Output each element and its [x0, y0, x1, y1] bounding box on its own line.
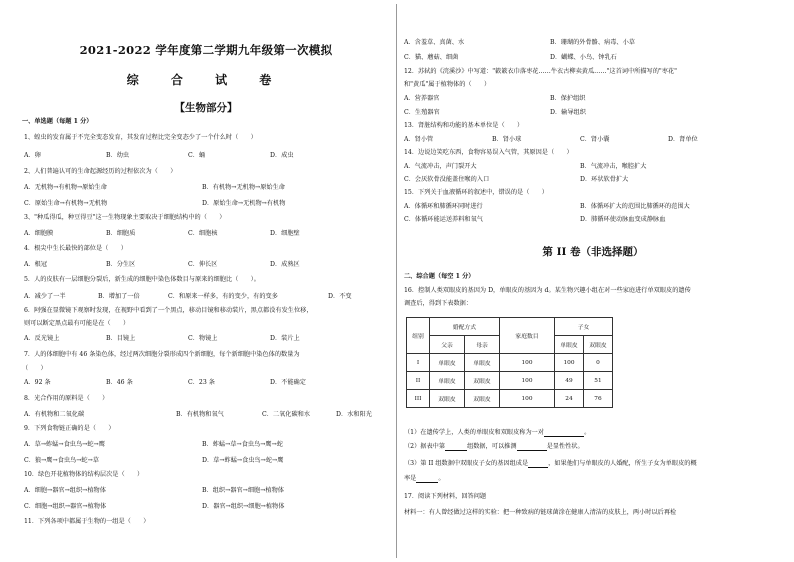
question-17: 17．阅读下列材料，回答问题 [404, 493, 487, 500]
cell-father: 双眼皮 [430, 390, 465, 408]
q4-option-d: D．成熟区 [270, 261, 300, 268]
cell-families: 100 [500, 372, 555, 390]
q1-option-d: D．成虫 [270, 152, 294, 159]
q6-option-a: A．反光镜上 [24, 335, 60, 342]
q5-option-c: C．和原来一样多，有的变少，有的变多 [168, 293, 278, 300]
q8-option-a: A．有机物和二氧化碳 [24, 411, 85, 418]
q16-sub3-text-a: （3）第 II 组数据中双眼皮子女的基因组成是 [404, 460, 529, 467]
q10-option-d: D．器官→组织→细胞→植物体 [202, 503, 285, 510]
q9-option-d: D．草→蚱蜢→食虫鸟→蛇→鹰 [202, 457, 284, 464]
q3-option-b: B．细胞质 [106, 230, 136, 237]
question-8: 8．光合作用的原料是（ ） [24, 395, 109, 402]
th-mating: 婚配方式 [430, 318, 500, 336]
question-15: 15．下列关于血液循环的叙述中，错误的是（ ） [404, 189, 548, 196]
q16-sub3 [404, 459, 697, 468]
q16-sub2-text-b: 组数据，可以推测 [467, 443, 517, 450]
q3-option-d: D．细胞壁 [270, 230, 300, 237]
q6-option-d: D．装片上 [270, 335, 300, 342]
q15-option-a: A．体循环和肺循环同时进行 [404, 203, 483, 210]
question-7-paren: （ ） [22, 365, 47, 372]
cell-father: 单眼皮 [430, 354, 465, 372]
exam-subtitle: 综 合 试 卷 [126, 73, 286, 87]
question-14: 14．边说边笑吃东西，食物容易误入气管，其原因是（ ） [404, 149, 573, 156]
q8-option-d: D．水和阳光 [336, 411, 372, 418]
question-6-line2: 则可以断定黑点最有可能是在（ ） [24, 320, 130, 327]
question-7: 7．人的体细胞中有 46 条染色体，经过两次细胞分裂形成四个新细胞，每个新细胞中染色体的数量为 [24, 351, 300, 358]
table-row [407, 354, 613, 372]
q11-option-d: D．蝴蝶、小鸟、钟乳石 [550, 54, 617, 61]
th-single: 单眼皮 [555, 336, 584, 354]
q4-option-c: C．伸长区 [188, 261, 218, 268]
q10-option-c: C．细胞→组织→器官→植物体 [24, 503, 107, 510]
question-4: 4．根尖中生长最快的部位是（ ） [24, 245, 127, 252]
q7-option-d: D．不能确定 [270, 379, 306, 386]
q10-option-b: B．组织→器官→细胞→植物体 [202, 487, 284, 494]
question-10: 10．绿色开花植物体的结构层次是（ ） [24, 471, 144, 478]
q9-option-c: C．狼→鹰→食虫鸟→蛇→草 [24, 457, 99, 464]
answer-blank[interactable] [416, 482, 438, 483]
q5-option-b: B．增加了一倍 [98, 293, 140, 300]
q13-option-a: A．肾小管 [404, 136, 434, 143]
q16-sub3-text-b: ，如果他们与单眼皮的人婚配，所生子女为单眼皮的概 [548, 460, 697, 467]
question-3: 3、"种瓜得瓜，种豆得豆"这一生物现象主要取决于细胞结构中的（ ） [24, 214, 226, 221]
question-16-line2: 调查后，得到下表数据： [404, 300, 473, 307]
q16-sub1-end: 。 [584, 429, 591, 436]
q16-sub2 [404, 442, 584, 451]
q16-sub3-cont [404, 474, 445, 483]
q13-option-c: C．肾小囊 [580, 136, 610, 143]
th-double: 双眼皮 [584, 336, 613, 354]
q11-option-c: C．猫、蘑菇、细菌 [404, 54, 459, 61]
th-father: 父亲 [430, 336, 465, 354]
q2-option-a: A．无机物→有机物→原始生命 [24, 184, 107, 191]
q5-option-d: D．不变 [328, 293, 352, 300]
th-families: 家庭数目 [500, 318, 555, 354]
q6-option-c: C．物镜上 [188, 335, 218, 342]
q1-option-c: C．蛹 [188, 152, 206, 159]
answer-blank[interactable] [445, 450, 467, 451]
q15-option-d: D．肺循环使动脉血变成静脉血 [580, 216, 666, 223]
q14-option-c: C．会厌软骨没能盖住喉的入口 [404, 176, 490, 183]
question-12-line2: 和"黄瓜"属于植物体的（ ） [404, 81, 491, 88]
question-11: 11．下列各项中都属于生物的一组是（ ） [24, 518, 150, 525]
th-children: 子女 [555, 318, 613, 336]
q5-option-a: A．减少了一半 [24, 293, 66, 300]
q12-option-b: B．保护组织 [550, 95, 586, 102]
q9-option-b: B．蚱蜢→草→食虫鸟→鹰→蛇 [202, 441, 283, 448]
answer-blank[interactable] [517, 450, 547, 451]
question-6-line1: 6．阿强在显微镜下观察时发现，在视野中看到了一个黑点，移动目镜和移动装片，黑点都没有发生位移， [24, 307, 313, 314]
cell-single: 49 [555, 372, 584, 390]
cell-double: 51 [584, 372, 613, 390]
q14-option-a: A．气流冲击，声门裂开大 [404, 163, 477, 170]
cell-mother: 双眼皮 [465, 390, 500, 408]
cell-group: I [407, 354, 430, 372]
q16-sub2-text-c: 是显性性状。 [546, 443, 584, 450]
table-row [407, 390, 613, 408]
section-label: 【生物部分】 [174, 102, 238, 114]
cell-group: III [407, 390, 430, 408]
cell-single: 24 [555, 390, 584, 408]
q7-option-a: A．92 条 [24, 379, 51, 386]
q13-option-d: D．肾单位 [668, 136, 698, 143]
th-group: 组别 [407, 318, 430, 354]
q12-option-d: D．输导组织 [550, 109, 586, 116]
question-5: 5．人的皮肤有一层细胞分裂后，新生成的细胞中染色体数目与原来的细胞比（ ）。 [24, 276, 260, 283]
cell-father: 单眼皮 [430, 372, 465, 390]
right-column [400, 0, 786, 562]
q16-sub2-text-a: （2）据表中第 [404, 443, 446, 450]
left-column [18, 0, 394, 562]
part1-heading: 一、单选题（每题 1 分） [22, 118, 93, 125]
q9-option-a: A．草→蚱蜢→食虫鸟→蛇→鹰 [24, 441, 105, 448]
q15-option-b: B．体循环扩大的范围比肺循环的范围大 [580, 203, 690, 210]
cell-families: 100 [500, 354, 555, 372]
q14-option-b: B．气流冲击，喉腔扩大 [580, 163, 647, 170]
q16-sub1-text: （1）在遗传学上，人类的单眼皮和双眼皮称为一对 [404, 429, 545, 436]
q1-option-b: B．幼虫 [106, 152, 130, 159]
exam-title: 2021-2022 学年度第二学期九年级第一次模拟 [79, 43, 333, 57]
q12-option-a: A．营养器官 [404, 95, 440, 102]
q8-option-b: B．有机物和氧气 [176, 411, 224, 418]
th-mother: 母亲 [465, 336, 500, 354]
q16-sub3-text-d: 。 [438, 475, 445, 482]
genetics-table [406, 317, 613, 408]
q1-option-a: A．卵 [24, 152, 41, 159]
column-divider [396, 4, 397, 558]
cell-mother: 双眼皮 [465, 372, 500, 390]
q13-option-b: B．肾小球 [492, 136, 522, 143]
q7-option-c: C．23 条 [188, 379, 215, 386]
q4-option-b: B．分生区 [106, 261, 136, 268]
q8-option-c: C．二氧化碳和水 [262, 411, 311, 418]
q15-option-c: C．体循环能运送养料和氧气 [404, 216, 483, 223]
q3-option-a: A．细胞膜 [24, 230, 54, 237]
q16-sub1 [404, 428, 590, 437]
q3-option-c: C．细胞核 [188, 230, 218, 237]
question-13: 13．肾脏结构和功能的基本单位是（ ） [404, 122, 524, 129]
cell-double: 0 [584, 354, 613, 372]
question-2: 2、人们普遍认可的生命起源经历的过程依次为（ ） [24, 168, 177, 175]
q11-option-a: A．含羞草、真菌、水 [404, 39, 465, 46]
part2-heading: 二、综合题（每空 1 分） [404, 273, 475, 280]
answer-blank[interactable] [528, 467, 548, 468]
section-2-title: 第 II 卷（非选择题） [542, 246, 644, 258]
q16-sub3-text-c: 率是 [404, 475, 417, 482]
answer-blank[interactable] [544, 436, 584, 437]
q12-option-c: C．生殖器官 [404, 109, 440, 116]
q2-option-b: B．有机物→无机物→原始生命 [202, 184, 285, 191]
question-16-line1: 16．控制人类双眼皮的基因为 D，单眼皮的基因为 d。某生物兴趣小组在对一些家庭进行单双眼皮的遗传 [404, 287, 691, 294]
question-12-line1: 12．苏轼的《浣溪沙》中写道："簌簌衣巾落枣花……牛衣古柳卖黄瓜……"这首词中所描写的"枣花" [404, 68, 677, 75]
q2-option-c: C．原始生命→有机物→无机物 [24, 200, 108, 207]
cell-mother: 单眼皮 [465, 354, 500, 372]
q11-option-b: B．珊瑚的外骨骼、病毒、小草 [550, 39, 635, 46]
cell-single: 100 [555, 354, 584, 372]
question-9: 9．下列食物链正确的是（ ） [24, 425, 115, 432]
q14-option-d: D．环状软骨扩大 [580, 176, 629, 183]
q6-option-b: B．目镜上 [106, 335, 136, 342]
q2-option-d: D．原始生命→无机物→有机物 [202, 200, 286, 207]
question-1: 1、蝗虫的发育属于不完全变态发育，其发育过程比完全变态少了一个什么时（ ） [24, 134, 257, 141]
cell-group: II [407, 372, 430, 390]
q10-option-a: A．细胞→器官→组织→植物体 [24, 487, 106, 494]
cell-double: 76 [584, 390, 613, 408]
material-1: 材料一：有人曾经做过这样的实验：把一种致病的链球菌涂在健康人清洁的皮肤上，两小时以后再检 [404, 509, 677, 516]
q4-option-a: A．根冠 [24, 261, 48, 268]
q7-option-b: B．46 条 [106, 379, 133, 386]
table-row [407, 372, 613, 390]
cell-families: 100 [500, 390, 555, 408]
